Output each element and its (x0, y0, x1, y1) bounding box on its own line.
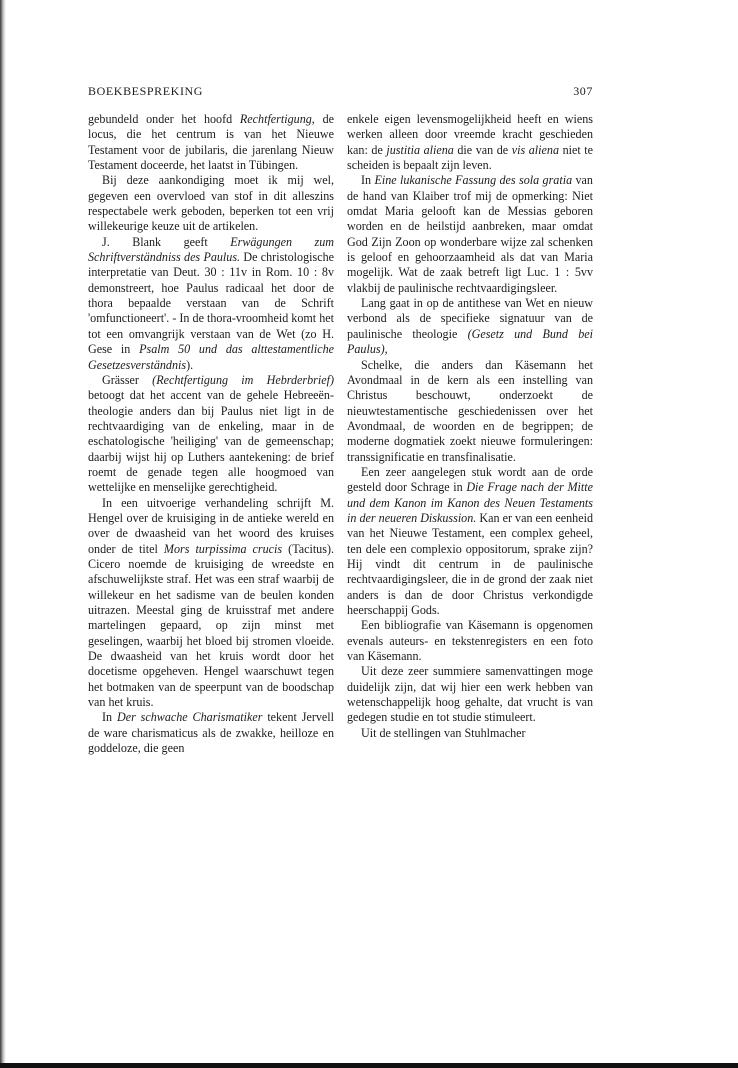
text-run: Een zeer aangelegen stuk wordt aan de orde gesteld door Schrage in (347, 464, 593, 495)
italic-title: Mors turpissima crucis (163, 541, 283, 556)
paragraph (347, 726, 593, 741)
paragraph (347, 358, 593, 465)
italic-phrase: justitia aliena (386, 142, 454, 157)
italic-title: Psalm 50 und das alttestamentliche Gesetzesverständnis (88, 342, 334, 372)
italic-title: (Gesetz und Bund bei Paulus), (347, 326, 593, 357)
scan-edge-shadow (0, 0, 6, 1068)
text-run: Schelke, die anders dan Käsemann het Avondmaal in de kern als een instelling van Christus beschouwt, onderzoekt de nieuwtestamentische geschiedenissen over het Avondmaal, de woorden en de begrippen; de moderne dogmatiek zoekt nieuwe formuleringen: transsignificatie en transfinalisatie. (347, 357, 593, 464)
text-run: van de hand van Klaiber trof mij de opmerking: Niet omdat Maria gelooft kan de Messias geboren worden en de heilstijd aanbreken, maar omdat God Zijn Zoon op wonderbare wijze zal schenken is geloof en gehoorzaamheid als dat van Maria mogelijk. Wat de zaak betreft ligt Luc. 1 : 5vv vlakbij de paulinische rechtvaardigingsleer. (347, 173, 593, 295)
page-number: 307 (573, 84, 593, 98)
italic-title: Rechtfertigung (239, 112, 312, 126)
running-header (88, 84, 593, 102)
paragraph (88, 373, 334, 496)
left-column (88, 112, 334, 756)
text-run: Uit deze zeer summiere samenvattingen moge duidelijk zijn, dat wij hier een werk hebben van wetenschappelijk hoog gehalte, dat vrucht is van gedegen studie en tot studie stimuleert. (347, 664, 593, 725)
paragraph (88, 112, 334, 173)
text-run: Lang gaat in op de antithese van Wet en nieuw verbond als de specifieke signatuur van de paulinische theologie (347, 296, 593, 341)
text-run: Uit de stellingen van Stuhlmacher (361, 725, 526, 740)
paragraph (88, 173, 334, 234)
text-run: In (361, 173, 375, 188)
text-run: tekent Jervell de ware charismaticus als de zwakke, heilloze en goddeloze, die geen (88, 710, 334, 756)
paragraph (347, 664, 593, 725)
scan-bottom-edge (0, 1063, 738, 1068)
text-run: betoogt dat het accent van de gehele Hebreeën-theologie anders dan bij Paulus niet ligt in de rechtvaardiging van de enkeling, maar in de eschatologische 'heiliging' van de gemeenschap; daarbij wijst hij op Luthers aantekening: de brief roemt de genade tegen alle hoogmoed van wettelijke en menselijke gerechtigheid. (88, 388, 334, 495)
right-column (347, 112, 593, 741)
text-run: (Tacitus). Cicero noemde de kruisiging de wreedste en afschuwelijkste straf. Het was een straf waarbij de willekeur en het sadisme van de beulen konden uitrazen. Meestal ging de kruisstraf met andere martelingen gepaard, op zijn minst met geselingen, waarbij het bloed bij stromen vloeide. De dwaasheid van het kruis wordt door het docetisme opgeheven. Hengel waarschuwt tegen het botmaken van de speerpunt van de boodschap van het kruis. (88, 541, 334, 710)
text-run: J. Blank geeft (102, 234, 231, 249)
italic-phrase: vis aliena (511, 142, 559, 157)
paragraph (347, 618, 593, 664)
paragraph (347, 296, 593, 357)
italic-title: Die Frage nach der Mitte und dem Kanon im Kanon des Neuen Testaments in der neueren Diskussion. (347, 480, 594, 525)
text-run: , de locus, die het centrum is van het Nieuwe Testament voor de jubilaris, die jarenlang Nieuw Testament doceerde, het laatst in Tübingen. (88, 112, 334, 173)
italic-title: Der schwache Charismatiker (116, 710, 263, 725)
text-run: Een bibliografie van Käsemann is opgenomen evenals auteurs- en tekstenregisters en een foto van Käsemann. (347, 618, 593, 664)
paragraph (88, 496, 334, 711)
text-run: In een uitvoerige verhandeling schrijft M. Hengel over de kruisiging in de antieke wereld en over de dwaasheid van het woord des kruises onder de titel (88, 495, 334, 556)
paragraph (347, 465, 593, 618)
text-run: Kan er van een eenheid van het Nieuwe Testament, een complex geheel, ten dele een complexio oppositorum, sprake zijn? Hij vindt dit centrum in de paulinische rechtvaardigingsleer, die in de grond der zaak niet anders is dan de door Christus verkondigde heerschappij Gods. (347, 510, 593, 617)
italic-title: (Rechtfertigung im Hebrderbrief) (152, 372, 335, 387)
paragraph (347, 112, 593, 173)
italic-title: Eine lukanische Fassung des sola gratia (374, 173, 573, 188)
text-run: ). (186, 357, 194, 372)
text-run: die van de (453, 142, 512, 157)
paragraph (88, 235, 334, 373)
italic-title: Erwägungen zum Schriftverständniss des Paulus. (88, 234, 334, 265)
paragraph (88, 710, 334, 756)
text-run: In (102, 710, 117, 725)
text-run: Grässer (102, 372, 153, 387)
paragraph (347, 173, 593, 296)
text-run: De christologische interpretatie van Deut. 30 : 11v in Rom. 10 : 8v demonstreert, hoe Paulus radicaal het door de thora bepaalde verstaan van de Schrift 'omfunctioneert'. - In de thora-vroomheid komt het tot een omvangrijk verstaan van de Wet (zo H. Gese in (88, 250, 334, 357)
text-run: Bij deze aankondiging moet ik mij wel, gegeven een overvloed van stof in dit alleszins respectabele werk geboden, beperken tot een vrij willekeurige keuze uit de artikelen. (88, 173, 334, 234)
text-run: gebundeld onder het hoofd (88, 112, 240, 126)
running-title: BOEKBESPREKING (88, 84, 204, 98)
text-run: niet te scheiden is bepaalt zijn leven. (347, 142, 594, 173)
text-run: enkele eigen levensmogelijkheid heeft en wiens werken alleen door vreemde kracht geschieden kan: de (347, 112, 593, 157)
